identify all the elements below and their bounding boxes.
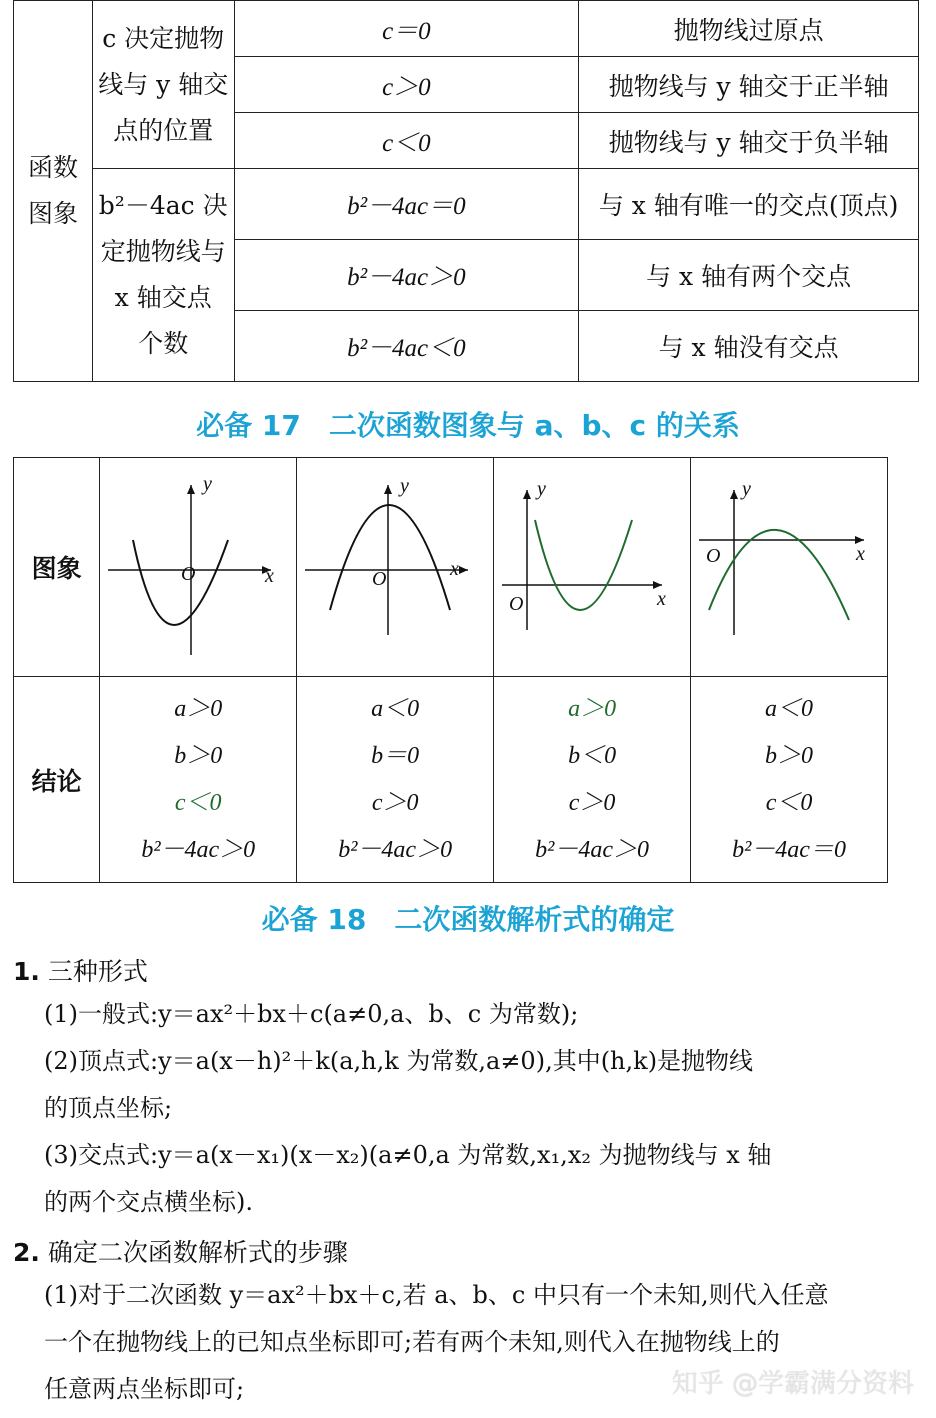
result-row-label: 结论 [14,677,100,883]
y-label: y [742,478,751,500]
origin-label: O [181,563,196,585]
part1-title-text: 三种形式 [47,957,148,986]
discriminant: b²－4ac＞0 [141,836,256,863]
discriminant: b²－4ac＝0 [732,836,846,863]
discriminant-label [92,169,234,382]
discriminant: b²－4ac＞0 [535,836,650,863]
watermark: 知乎 @学霸满分资料 [671,1369,914,1399]
origin-label: O [706,545,721,567]
parabola-curve [330,505,450,610]
coef-a: a＜0 [371,695,420,722]
coef-a: a＞0 [568,695,617,722]
result-cell: 与 x 轴有唯一的交点(顶点) [579,169,919,240]
graph-cell [100,458,297,677]
graph-cell [297,458,494,677]
conclusion-cell [297,677,494,883]
part1-number: 1. [13,957,40,986]
part1-title [13,952,148,988]
condition-cell: b²－4ac＞0 [234,240,579,311]
coef-c: c＜0 [174,789,222,816]
part2-line: 一个在抛物线上的已知点坐标即可;若有两个未知,则代入在抛物线上的 [44,1328,780,1356]
discriminant: b²－4ac＞0 [338,836,453,863]
section-17-heading: 必备 17 二次函数图象与 a、b、c 的关系 [196,409,740,442]
part2-title-text: 确定二次函数解析式的步骤 [47,1238,348,1267]
coef-b: b＞0 [765,742,814,769]
graph-cell [494,458,691,677]
result-cell: 抛物线与 y 轴交于正半轴 [579,57,919,113]
part1-line: (3)交点式:y＝a(x－x₁)(x－x₂)(a≠0,a 为常数,x₁,x₂ 为抛物线与 x 轴 [44,1141,772,1169]
part1-line: 的两个交点横坐标). [44,1188,253,1216]
header-text: 函数图象 [27,153,78,228]
coef-b: b＜0 [568,742,617,769]
parabola-curve [709,530,849,620]
x-label: x [265,565,275,587]
conclusion-cell [494,677,691,883]
result-cell: 抛物线与 y 轴交于负半轴 [579,113,919,169]
label-line: x 轴交点 [114,283,212,312]
condition-cell: b²－4ac＜0 [234,311,579,382]
function-graph-table [13,0,919,382]
condition-cell: c＝0 [234,1,579,57]
c-position-label [92,1,234,169]
part2-number: 2. [13,1238,40,1267]
y-arrow-icon [523,490,531,499]
x-label: x [856,543,865,565]
label-line: 个数 [138,329,189,358]
part2-title [13,1233,348,1269]
y-label: y [203,473,213,495]
label-line: 点的位置 [113,115,214,145]
part1-line: (1)一般式:y＝ax²＋bx＋c(a≠0,a、b、c 为常数); [44,1000,579,1028]
parabola-graph [497,460,687,670]
coef-a: a＞0 [174,695,223,722]
conclusion-cell [100,677,297,883]
y-label: y [537,478,546,500]
part2-line: (1)对于二次函数 y＝ax²＋bx＋c,若 a、b、c 中只有一个未知,则代入任意 [44,1281,829,1309]
y-arrow-icon [187,485,195,494]
coef-c: c＞0 [371,789,419,816]
label-line: b²－4ac 决 [98,191,228,220]
header-cell [14,1,93,382]
graph-row-label: 图象 [14,458,100,677]
part1-line: 的顶点坐标; [44,1094,173,1122]
coef-c: c＜0 [765,789,813,816]
x-arrow-icon [459,566,468,574]
result-cell: 与 x 轴没有交点 [579,311,919,382]
y-arrow-icon [384,485,392,494]
result-cell: 抛物线过原点 [579,1,919,57]
part1-line: (2)顶点式:y＝a(x－h)²＋k(a,h,k 为常数,a≠0),其中(h,k)是抛物线 [44,1047,754,1075]
conclusion-cell [691,677,888,883]
result-cell: 与 x 轴有两个交点 [579,240,919,311]
condition-cell: c＜0 [234,113,579,169]
y-label: y [400,475,410,497]
graph-cell [691,458,888,677]
section-18-heading: 必备 18 二次函数解析式的确定 [261,903,675,936]
abc-relation-table [13,457,888,883]
origin-label: O [509,593,524,615]
label-line: 线与 y 轴交 [98,69,229,99]
coef-c: c＞0 [568,789,616,816]
part2-line: 任意两点坐标即可; [44,1375,245,1403]
x-label: x [450,558,460,580]
parabola-graph [103,460,293,670]
parabola-graph [300,460,490,670]
coef-a: a＜0 [765,695,814,722]
coef-b: b＝0 [371,742,420,769]
label-line: 定抛物线与 [100,237,226,266]
origin-label: O [372,568,387,590]
y-arrow-icon [730,490,738,499]
x-label: x [657,588,666,610]
parabola-graph [694,460,884,670]
coef-b: b＞0 [174,742,223,769]
parabola-curve [535,520,632,610]
label-line: c 决定抛物 [102,23,225,53]
condition-cell: c＞0 [234,57,579,113]
condition-cell: b²－4ac＝0 [234,169,579,240]
